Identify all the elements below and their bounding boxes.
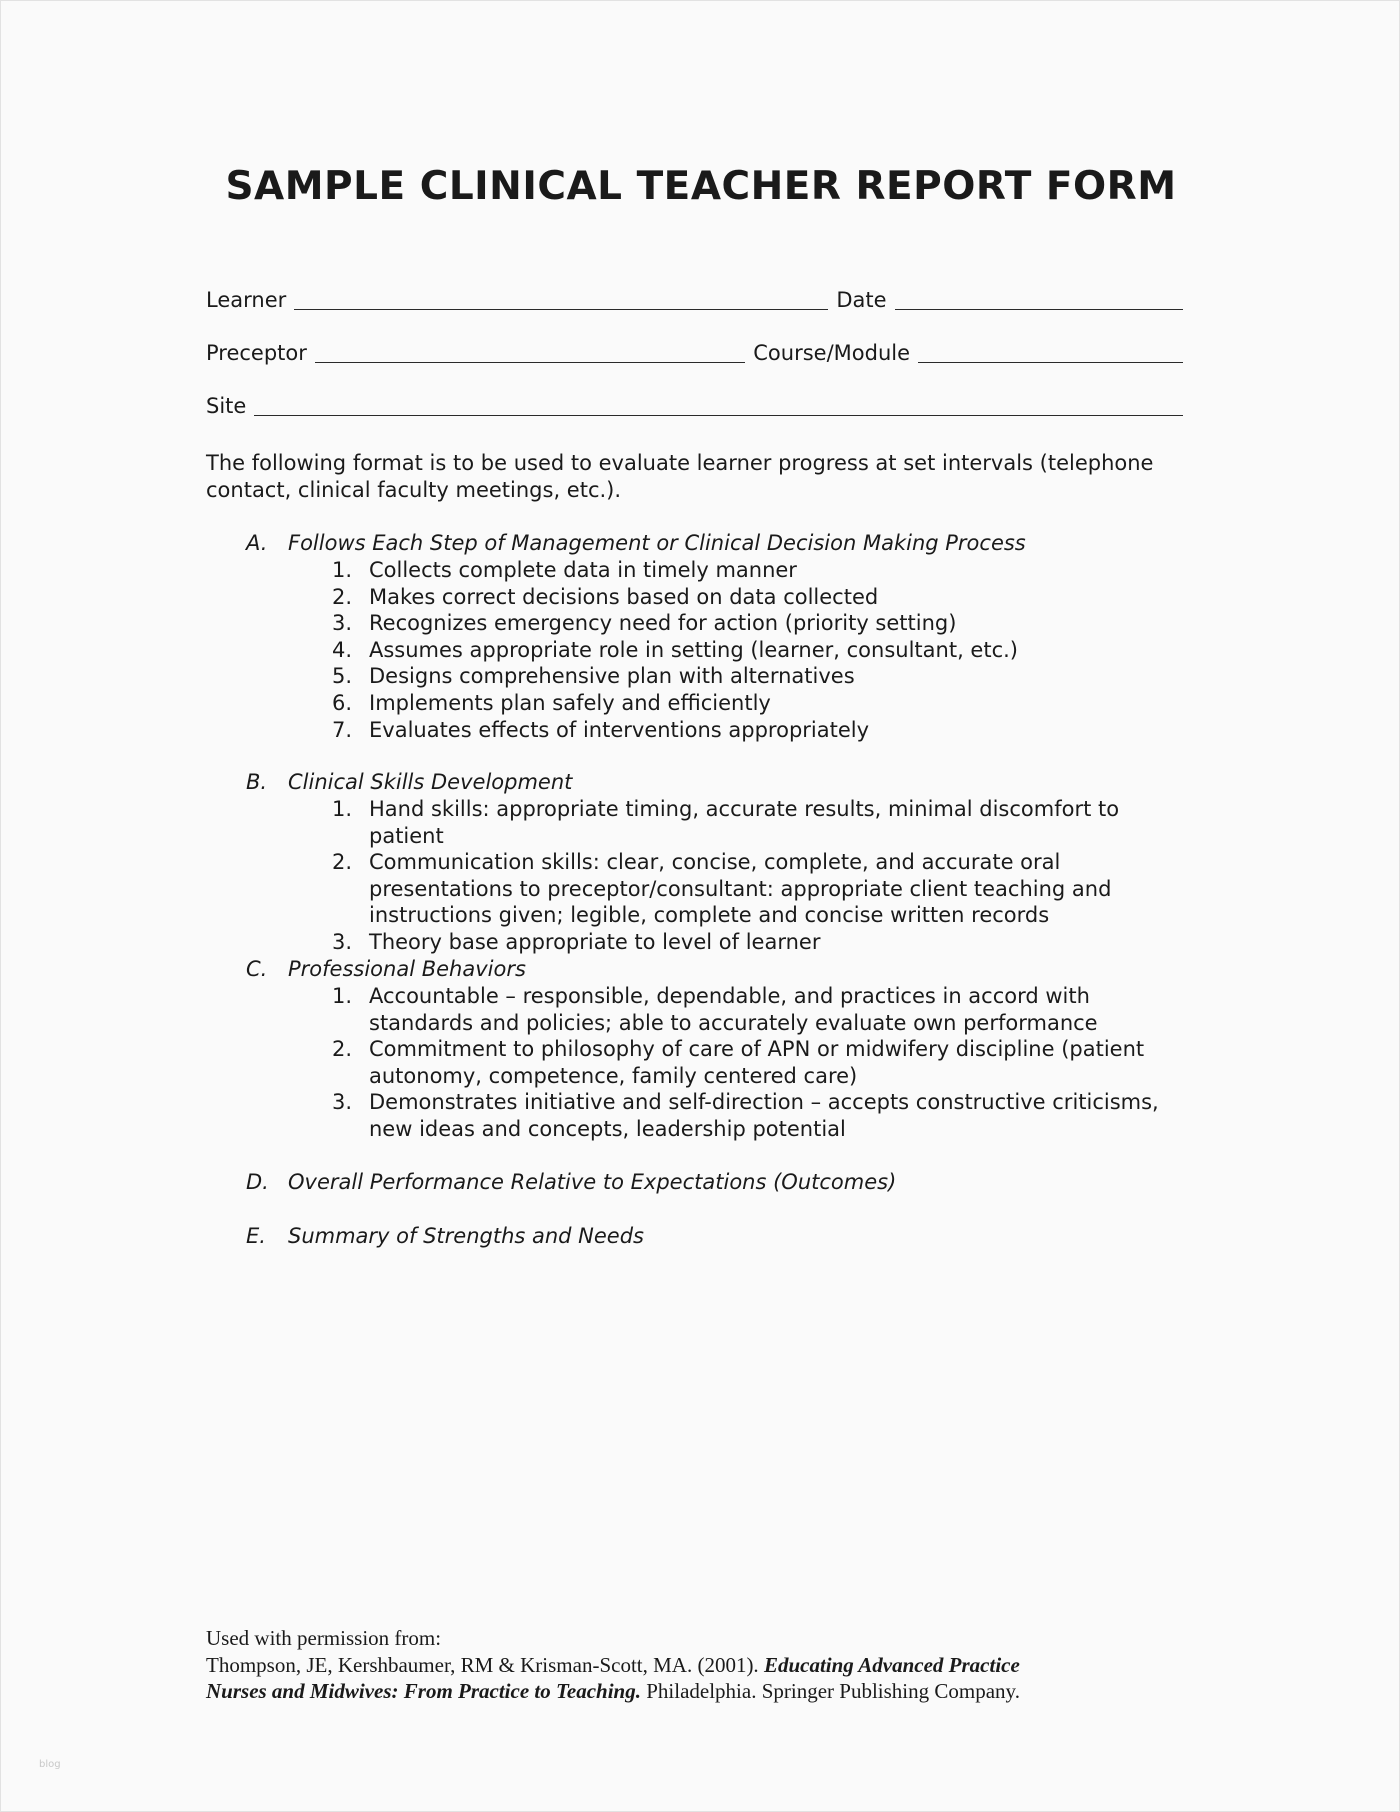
item-number: 7. bbox=[331, 717, 352, 742]
learner-label: Learner bbox=[206, 288, 287, 312]
section-e bbox=[246, 1223, 1191, 1250]
item-number: 3. bbox=[331, 611, 352, 636]
section-letter: D. bbox=[246, 1170, 269, 1194]
learner-date-row bbox=[206, 287, 1191, 312]
site-row bbox=[206, 393, 1191, 418]
list-item bbox=[326, 1036, 1191, 1089]
watermark: blog bbox=[39, 1759, 61, 1770]
list-item bbox=[326, 690, 1191, 717]
date-label: Date bbox=[836, 288, 887, 312]
preceptor-field[interactable] bbox=[315, 340, 745, 363]
section-letter: A. bbox=[246, 531, 268, 555]
preceptor-label: Preceptor bbox=[206, 341, 307, 365]
section-a bbox=[246, 530, 1191, 743]
section-letter: C. bbox=[246, 957, 268, 981]
course-field[interactable] bbox=[918, 340, 1183, 363]
section-c bbox=[246, 956, 1191, 1143]
list-item bbox=[326, 610, 1191, 637]
item-text: Recognizes emergency need for action (priority setting) bbox=[369, 611, 957, 636]
citation-authors: Thompson, JE, Kershbaumer, RM & Krisman-Scott, MA. (2001). bbox=[206, 1652, 759, 1677]
citation-publisher: Philadelphia. Springer Publishing Company. bbox=[646, 1679, 1020, 1703]
section-title: Summary of Strengths and Needs bbox=[288, 1224, 644, 1248]
item-number: 2. bbox=[331, 584, 352, 609]
item-text: Designs comprehensive plan with alternatives bbox=[369, 664, 855, 689]
section-d bbox=[246, 1169, 1191, 1196]
item-text: Makes correct decisions based on data collected bbox=[369, 584, 879, 609]
site-field[interactable] bbox=[254, 393, 1183, 416]
item-number: 1. bbox=[331, 984, 352, 1008]
list-item bbox=[326, 637, 1191, 664]
citation-book-subtitle: Nurses and Midwives: From Practice to Teaching. bbox=[206, 1679, 641, 1703]
item-number: 4. bbox=[331, 637, 352, 662]
list-item bbox=[326, 557, 1191, 584]
page-title: SAMPLE CLINICAL TEACHER REPORT FORM bbox=[225, 164, 1177, 209]
section-letter: B. bbox=[246, 770, 268, 794]
section-title: Clinical Skills Development bbox=[288, 770, 573, 794]
section-title: Overall Performance Relative to Expectations (Outcomes) bbox=[288, 1170, 897, 1194]
section-title: Professional Behaviors bbox=[288, 957, 526, 981]
item-number: 1. bbox=[331, 797, 352, 821]
list-item bbox=[326, 1089, 1191, 1142]
list-item bbox=[326, 663, 1191, 690]
item-text: Communication skills: clear, concise, complete, and accurate oral presentations to preceptor/consultant: appropriate client teaching and instructions given; legible, complete and concise written records bbox=[369, 850, 1112, 928]
citation-book-title: Educating Advanced Practice bbox=[763, 1652, 1020, 1677]
item-text: Evaluates effects of interventions appropriately bbox=[369, 717, 870, 742]
list-item bbox=[326, 584, 1191, 611]
section-b bbox=[246, 769, 1191, 956]
list-item bbox=[326, 929, 1191, 956]
site-label: Site bbox=[206, 394, 247, 418]
section-letter: E. bbox=[246, 1224, 266, 1248]
course-label: Course/Module bbox=[753, 341, 911, 365]
intro-paragraph: The following format is to be used to evaluate learner progress at set intervals (telephone contact, clinical faculty meetings, etc.). bbox=[206, 451, 1154, 502]
date-field[interactable] bbox=[895, 287, 1183, 310]
list-item bbox=[326, 796, 1191, 849]
item-text: Accountable – responsible, dependable, and practices in accord with standards and policies; able to accurately evaluate own performance bbox=[369, 984, 1098, 1035]
item-text: Implements plan safely and efficiently bbox=[369, 690, 771, 715]
item-text: Collects complete data in timely manner bbox=[369, 558, 797, 582]
item-number: 6. bbox=[331, 690, 352, 715]
item-text: Hand skills: appropriate timing, accurate results, minimal discomfort to patient bbox=[369, 797, 1120, 848]
citation bbox=[206, 1625, 1206, 1705]
item-number: 5. bbox=[331, 664, 352, 689]
item-number: 3. bbox=[331, 929, 352, 954]
item-number: 3. bbox=[331, 1090, 352, 1115]
citation-intro: Used with permission from: bbox=[206, 1626, 442, 1650]
item-text: Commitment to philosophy of care of APN or midwifery discipline (patient autonomy, competence, family centered care) bbox=[369, 1037, 1145, 1088]
item-text: Demonstrates initiative and self-direction – accepts constructive criticisms, new ideas and concepts, leadership potential bbox=[369, 1090, 1159, 1141]
section-title: Follows Each Step of Management or Clinical Decision Making Process bbox=[288, 531, 1026, 555]
item-number: 2. bbox=[331, 1037, 352, 1062]
preceptor-course-row bbox=[206, 340, 1191, 365]
item-number: 1. bbox=[331, 558, 352, 582]
learner-field[interactable] bbox=[294, 287, 828, 310]
item-number: 2. bbox=[331, 850, 352, 875]
list-item bbox=[326, 717, 1191, 744]
list-item bbox=[326, 849, 1191, 929]
list-item bbox=[326, 983, 1191, 1036]
item-text: Assumes appropriate role in setting (learner, consultant, etc.) bbox=[369, 637, 1018, 662]
item-text: Theory base appropriate to level of learner bbox=[369, 929, 821, 954]
